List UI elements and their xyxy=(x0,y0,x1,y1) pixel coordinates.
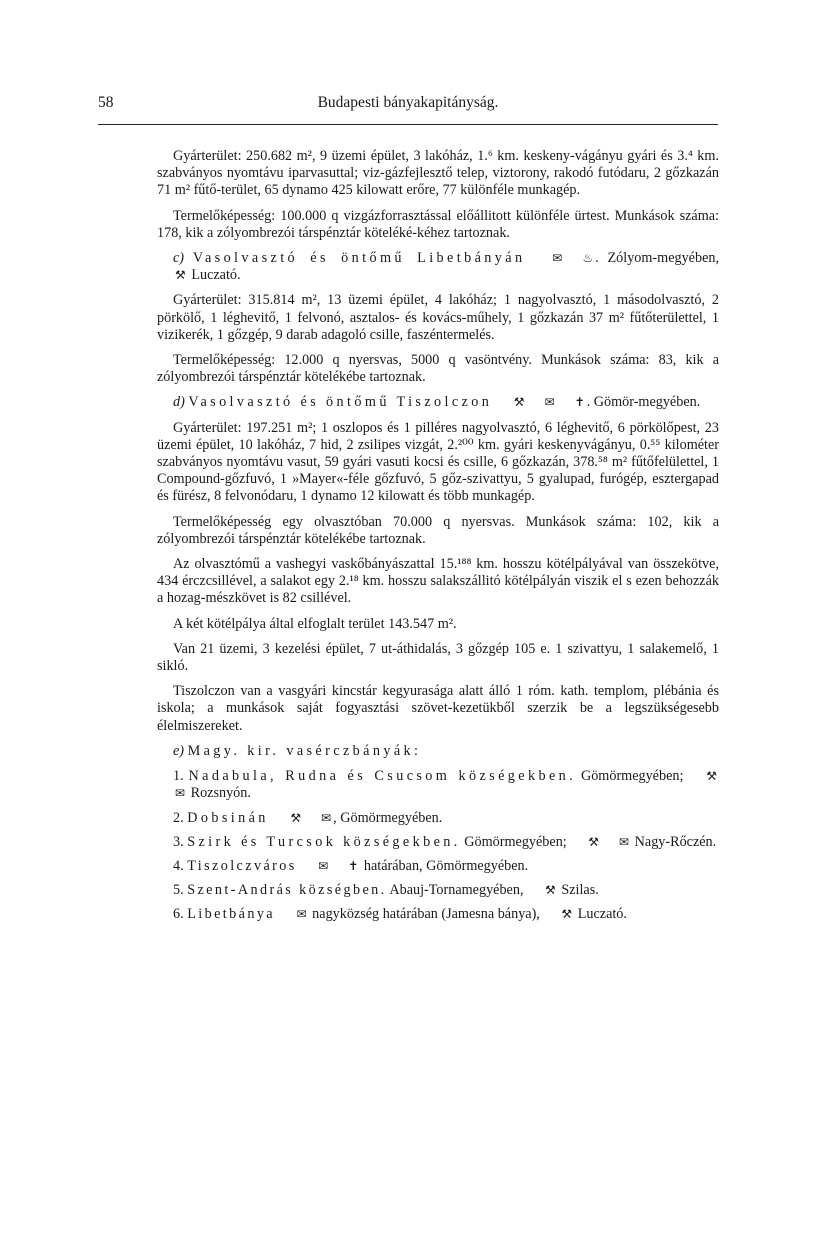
post-icon: ✉ xyxy=(175,786,186,801)
section-c-place: Luczató. xyxy=(191,267,241,284)
item-name: Szirk és Turcsok községekben. xyxy=(187,833,461,850)
list-item xyxy=(157,882,719,899)
mine-icon: ⚒ xyxy=(290,810,302,825)
post-icon: ✉ xyxy=(318,858,329,873)
item-number: 5. xyxy=(173,882,184,899)
item-number: 2. xyxy=(173,809,184,826)
paragraph-site-area: Gyárterület: 250.682 m², 9 üzemi épület, 3 lakóház, 1.⁶ km. keskeny-vágányu gyári és 3.⁴ km. szabványos nyomtávu iparvasuttal; viz-gázfejlesztő telep, viztorony, rakodó futódaru, 2 gőzkazán 71 m² fűtő-terület, 65 dynamo 425 kilowatt erőre, 77 különféle munkagép. xyxy=(157,148,719,199)
item-name: Szent-András községben. xyxy=(187,882,387,899)
list-item xyxy=(157,834,719,851)
mine-icon: ⚒ xyxy=(588,834,600,849)
mine-icon: ⚒ xyxy=(561,907,573,922)
section-c-heading xyxy=(157,250,719,284)
section-d-rest: . Gömör-megyében. xyxy=(586,394,701,411)
post-icon: ✉ xyxy=(552,251,563,266)
item-rest: határában, Gömörmegyében. xyxy=(363,857,529,874)
mine-icon: ⚒ xyxy=(706,769,718,784)
item-rest: Gömörmegyében; xyxy=(580,768,684,785)
page-number: 58 xyxy=(98,94,114,111)
item-number: 6. xyxy=(173,906,184,923)
paragraph-buildings: Van 21 üzemi, 3 kezelési épület, 7 ut-áthidalás, 3 gőzgép 105 e. 1 szivattyu, 1 salakemelő, 1 sikló. xyxy=(157,640,719,675)
paragraph-capacity: Termelőképesség: 100.000 q vizgázforrasztással előállitott különféle ürtest. Munkások száma: 178, kik a zólyombrezói társpénztár köteléké-kéhez tartoznak. xyxy=(157,207,719,241)
paragraph-ropeway-area: A két kötélpálya által elfoglalt terület 143.547 m². xyxy=(173,615,457,632)
church-icon: ✝ xyxy=(574,395,585,410)
section-e-heading xyxy=(157,743,719,760)
church-icon: ✝ xyxy=(348,858,359,873)
list-item xyxy=(157,810,719,827)
section-d-heading xyxy=(157,394,719,411)
item-name: Nadabula, Rudna és Csucsom községekben. xyxy=(188,768,577,785)
running-title: Budapesti bányakapitányság. xyxy=(317,94,499,111)
mine-icon: ⚒ xyxy=(545,883,556,898)
header-rule xyxy=(98,124,718,125)
item-rest: Abauj-Tornamegyében, xyxy=(389,882,524,899)
list-item xyxy=(157,906,719,923)
item-number: 1. xyxy=(173,768,184,785)
post-icon: ✉ xyxy=(321,810,332,825)
section-d-label: d) xyxy=(173,394,185,411)
item-place: Rozsnyón. xyxy=(190,785,251,802)
item-number: 3. xyxy=(173,833,184,850)
section-c-name: Vasolvasztó és öntőmű Libetbányán xyxy=(192,250,526,267)
page-body xyxy=(157,148,719,931)
paragraph-d-site: Gyárterület: 197.251 m²; 1 oszlopos és 1 pilléres nagyolvasztó, 6 léghevitő, 6 pörkölőpest, 23 üzemi épület, 10 lakóház, 7 hid, 2 zsilipes vizgát, 2.²⁰⁰ km. gyári keskenyvágányu, 0.⁵⁵ kilométer szabványos nyomtávu vasut, 59 gyári vasuti kocsi és csille, 6 gőzkazán, 378.⁵⁸ m² fűtőfelülettel, 1 Compound-gőzfuvó, 1 »Mayer«-féle gőzfuvó, 5 gőz-szivattyu, 5 gyalupad, furógép, esztergapad és fürész, 8 felvonódaru, 1 dynamo 12 kilowatt és több munkagép. xyxy=(157,419,719,505)
post-icon: ✉ xyxy=(296,907,307,922)
section-e-name: Magy. kir. vasérczbányák: xyxy=(187,742,422,759)
section-c-label: c) xyxy=(173,250,185,267)
mine-icon: ⚒ xyxy=(513,395,525,410)
item-place: Luczató. xyxy=(577,906,627,923)
item-rest: Gömörmegyében; xyxy=(464,833,567,850)
mine-icon: ⚒ xyxy=(175,268,186,283)
item-rest: , Gömörmegyében. xyxy=(333,809,443,826)
paragraph-c-capacity: Termelőképesség: 12.000 q nyersvas, 5000 q vasöntvény. Munkások száma: 83, kik a zólyombrezói társpénztár kötelékébe tartoznak. xyxy=(157,352,719,386)
item-number: 4. xyxy=(173,857,184,874)
item-place: Nagy-Rőczén. xyxy=(634,833,717,850)
item-rest: nagyközség határában (Jamesna bánya), xyxy=(312,906,540,923)
paragraph-church: Tiszolczon van a vasgyári kincstár kegyurasága alatt álló 1 róm. kath. templom, plébánia és iskola; a munkások saját fogyasztási szövet-kezetükből szerzik be a legszükségesebb élelmiszereket. xyxy=(157,683,719,734)
item-name: Tiszolczváros xyxy=(187,857,297,874)
page-header xyxy=(98,94,718,118)
post-icon: ✉ xyxy=(544,395,555,410)
paragraph-d-capacity: Termelőképesség egy olvasztóban 70.000 q nyersvas. Munkások száma: 102, kik a zólyombrezói társpénztár kötelékébe tartoznak. xyxy=(157,513,719,547)
list-item xyxy=(157,858,719,875)
section-e-label: e) xyxy=(173,742,185,759)
section-c-rest: . Zólyom-megyében, xyxy=(595,250,720,267)
paragraph-c-site: Gyárterület: 315.814 m², 13 üzemi épület, 4 lakóház; 1 nagyolvasztó, 1 másodolvasztó, 2 pörkölő, 1 léghevitő, 1 felvonó, asztalos- és kovács-műhely, 1 gőzkazán 37 m² fűtőterülettel, 1 vizikerék, 1 gőzgép, 9 darab adagoló csille, faszéntermelés. xyxy=(157,292,719,343)
smelter-icon: ♨ xyxy=(582,251,594,266)
list-item xyxy=(157,768,719,802)
post-icon: ✉ xyxy=(619,834,630,849)
item-name: Libetbánya xyxy=(187,906,276,923)
item-name: Dobsinán xyxy=(187,809,269,826)
item-place: Szilas. xyxy=(561,882,599,899)
section-d-name: Vasolvasztó és öntőmű Tiszolczon xyxy=(188,394,493,411)
paragraph-ropeway: Az olvasztómű a vashegyi vaskőbányászattal 15.¹⁸⁸ km. hosszu kötélpályával van összekötve, 434 érczcsillével, a salakot egy 2.¹⁸ km. hosszu salakszállitó kötélpályán viszik el s ezen behozzák a hozag-mészkövet is 82 csillével. xyxy=(157,556,719,607)
